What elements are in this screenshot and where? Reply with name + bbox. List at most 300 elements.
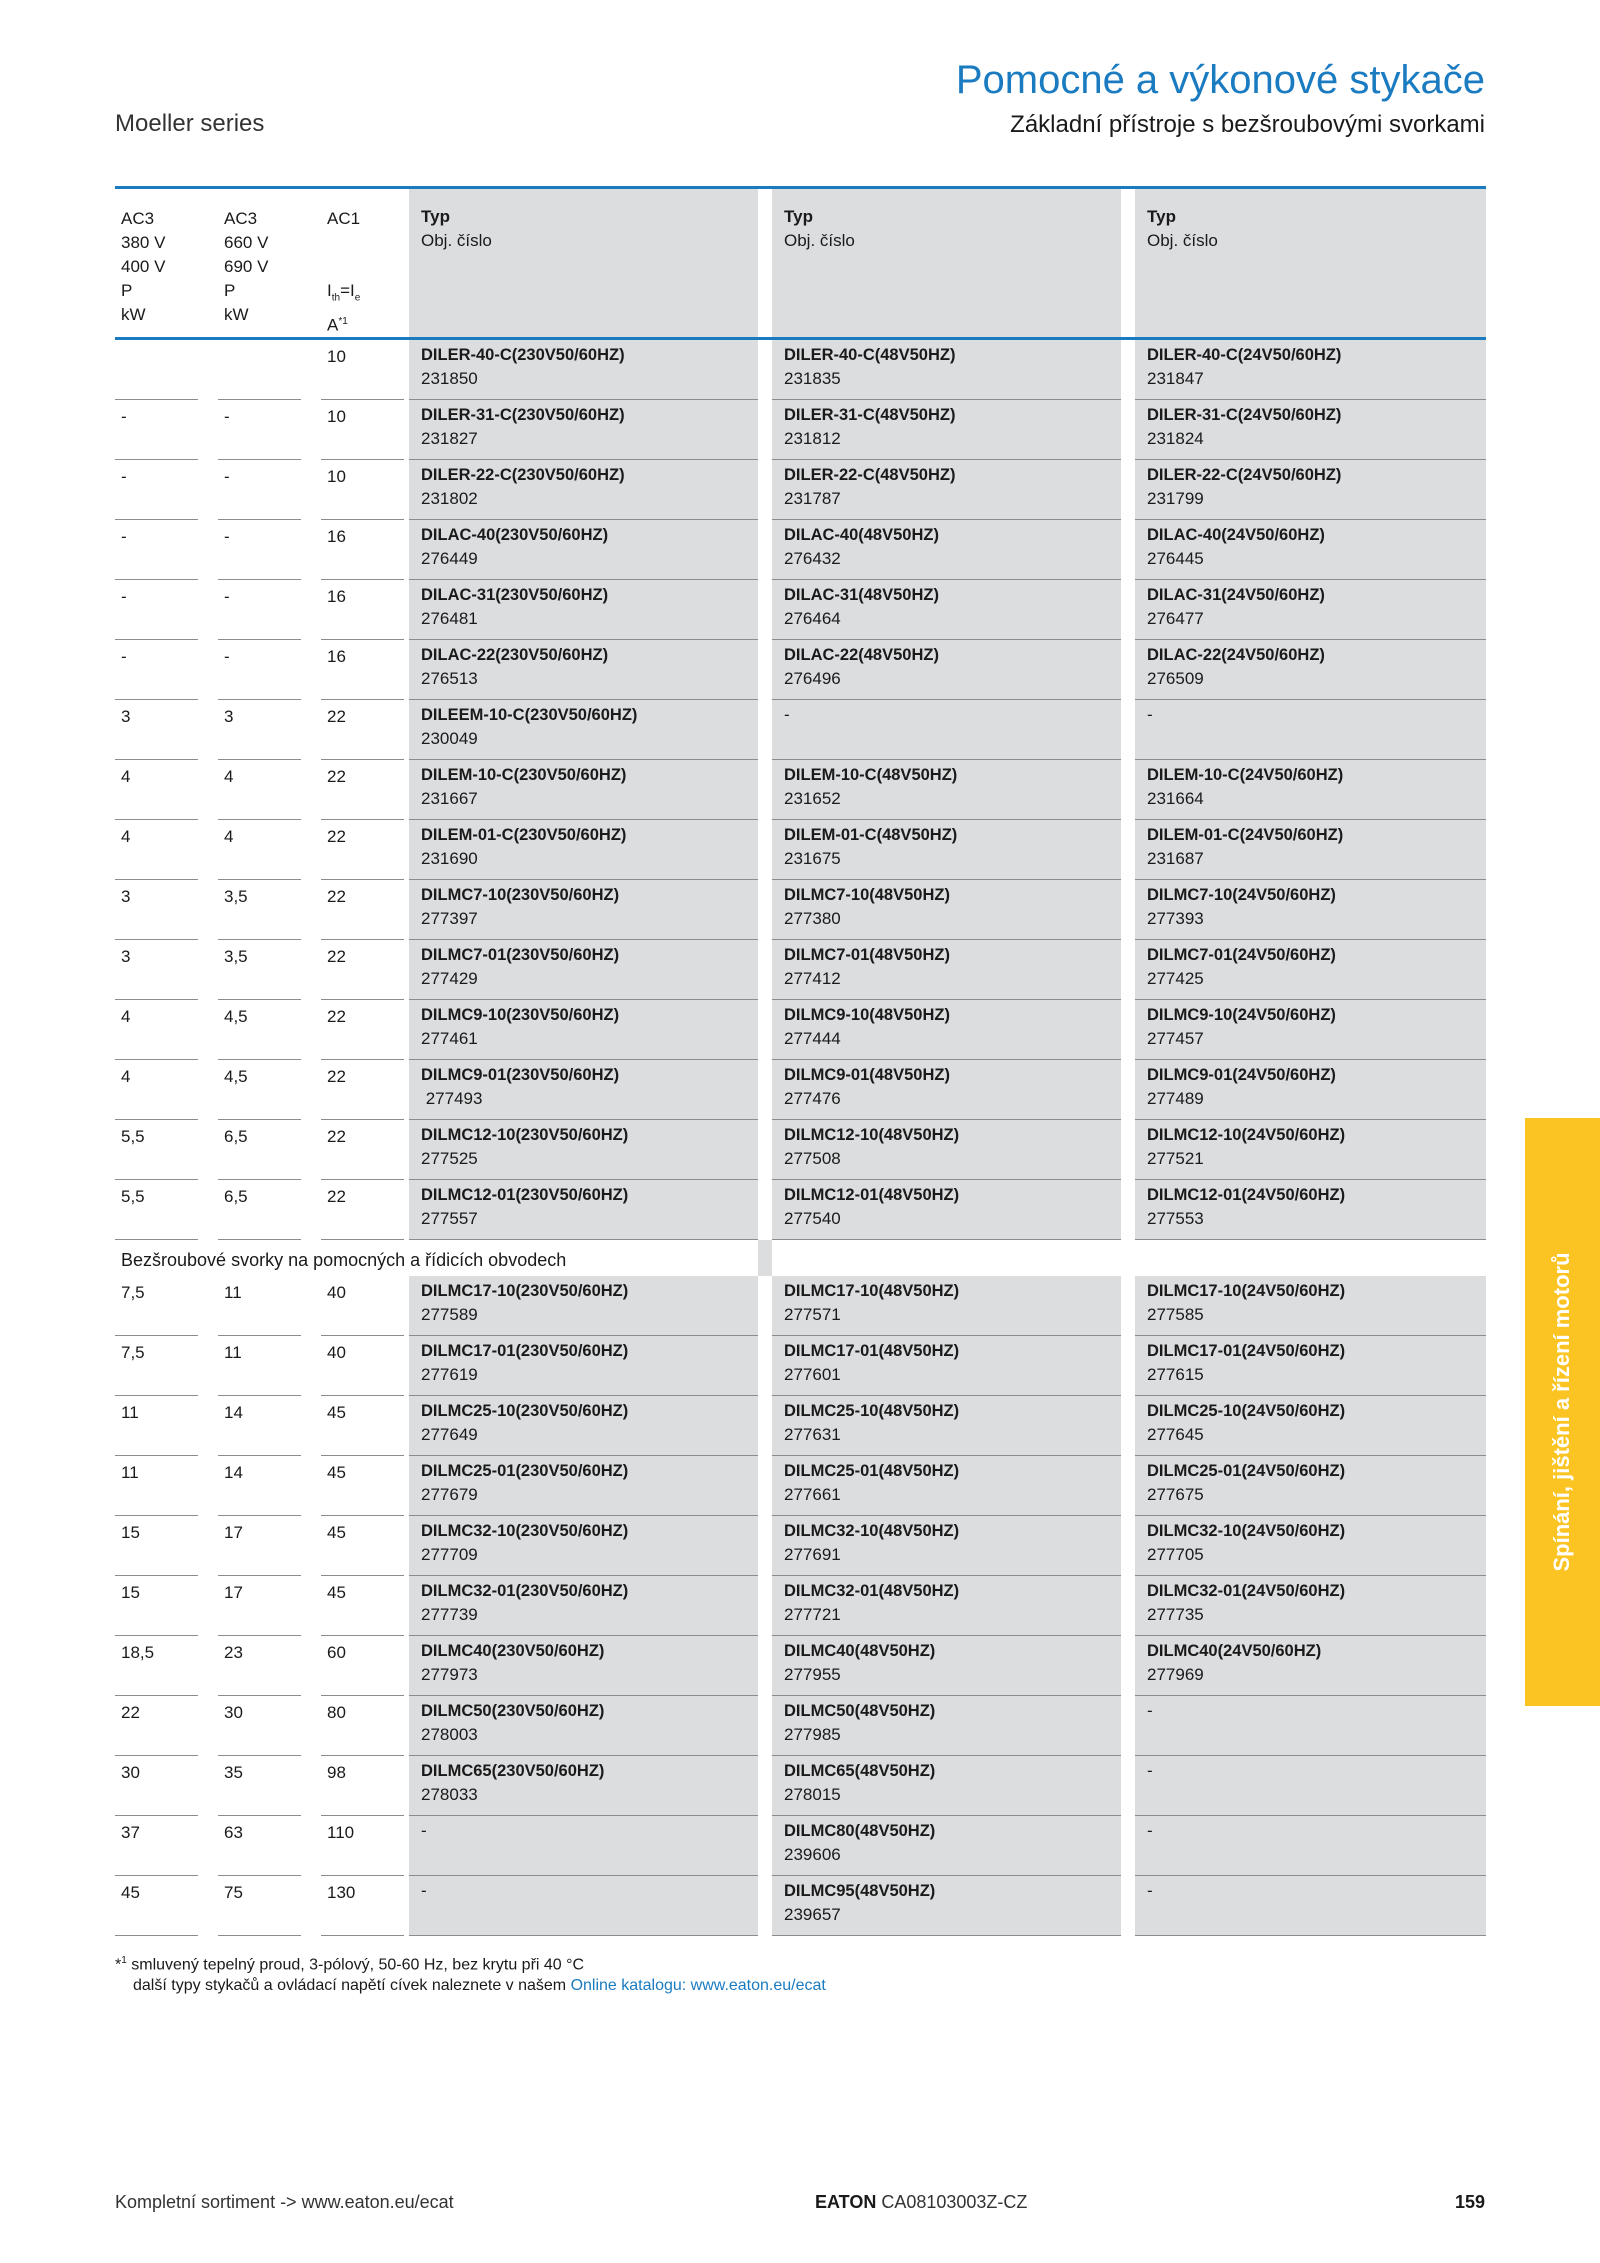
type-code: DILEM-10-C(230V50/60HZ) xyxy=(421,766,627,784)
type-code: DILAC-22(48V50HZ) xyxy=(784,646,939,664)
order-number: 276509 xyxy=(1147,669,1204,688)
type-230v-cell xyxy=(409,340,758,400)
type-230v-cell xyxy=(409,820,758,880)
power-690v-cell xyxy=(218,340,301,400)
page-subtitle: Základní přístroje s bezšroubovými svorkami xyxy=(1010,111,1485,138)
table-row xyxy=(115,1336,1486,1396)
type-48v-cell xyxy=(772,1060,1121,1120)
order-number: 277571 xyxy=(784,1305,841,1324)
order-number: 276445 xyxy=(1147,549,1204,568)
type-48v-cell xyxy=(772,340,1121,400)
type-code: DILER-40-C(48V50HZ) xyxy=(784,346,956,364)
order-number: 231827 xyxy=(421,429,478,448)
footer-brand: EATON CA08103003Z-CZ xyxy=(815,2192,1028,2212)
order-number: 277457 xyxy=(1147,1029,1204,1048)
type-code: - xyxy=(421,1881,427,1900)
type-code: DILEM-01-C(24V50/60HZ) xyxy=(1147,826,1344,844)
type-48v-cell xyxy=(772,640,1121,700)
type-code: DILMC25-01(48V50HZ) xyxy=(784,1462,960,1480)
type-code: DILMC50(48V50HZ) xyxy=(784,1702,936,1720)
type-code: DILMC9-10(24V50/60HZ) xyxy=(1147,1006,1336,1024)
table-row xyxy=(115,520,1486,580)
power-690v-cell: - xyxy=(218,580,301,640)
type-code: DILMC17-10(230V50/60HZ) xyxy=(421,1282,629,1300)
type-code: - xyxy=(1147,1821,1153,1840)
table-row xyxy=(115,1516,1486,1576)
type-230v-cell xyxy=(409,1276,758,1336)
type-230v-cell xyxy=(409,1000,758,1060)
order-number: 277985 xyxy=(784,1725,841,1744)
order-number: 277540 xyxy=(784,1209,841,1228)
header-ac1: AC1 $I_{th}=I_e$ $A^{*1}$ xyxy=(327,209,361,336)
header-type-24v: Typ Obj. číslo xyxy=(1135,189,1486,340)
ac1-current-cell: 22 xyxy=(321,1060,404,1120)
ac1-current-cell: 16 xyxy=(321,520,404,580)
power-400v-cell: 3 xyxy=(115,940,198,1000)
type-230v-cell xyxy=(409,520,758,580)
type-code: DILMC32-10(48V50HZ) xyxy=(784,1522,960,1540)
power-400v-cell: - xyxy=(115,460,198,520)
type-code: DILMC32-01(48V50HZ) xyxy=(784,1582,960,1600)
order-number: 231787 xyxy=(784,489,841,508)
order-number: 277525 xyxy=(421,1149,478,1168)
type-230v-cell xyxy=(409,1336,758,1396)
type-code: DILER-40-C(230V50/60HZ) xyxy=(421,346,625,364)
type-code: DILMC12-01(24V50/60HZ) xyxy=(1147,1186,1346,1204)
type-48v-cell xyxy=(772,1396,1121,1456)
type-code: - xyxy=(784,705,790,724)
type-code: DILMC17-10(24V50/60HZ) xyxy=(1147,1282,1346,1300)
power-400v-cell: 37 xyxy=(115,1816,198,1876)
type-code: DILMC12-10(230V50/60HZ) xyxy=(421,1126,629,1144)
type-code: - xyxy=(421,1821,427,1840)
type-24v-cell xyxy=(1135,1396,1486,1456)
table-row xyxy=(115,1396,1486,1456)
power-690v-cell: 14 xyxy=(218,1396,301,1456)
type-code: DILMC9-01(24V50/60HZ) xyxy=(1147,1066,1336,1084)
page-title: Pomocné a výkonové stykače xyxy=(955,58,1485,102)
type-24v-cell xyxy=(1135,1636,1486,1696)
type-230v-cell xyxy=(409,700,758,760)
type-code: DILMC25-01(24V50/60HZ) xyxy=(1147,1462,1346,1480)
footnote-line-2: další typy stykačů a ovládací napětí cívek naleznete v našem Online katalogu: www.eaton.eu/ecat xyxy=(133,1977,826,1994)
type-230v-cell xyxy=(409,940,758,1000)
order-number: 276481 xyxy=(421,609,478,628)
ac1-current-cell: 98 xyxy=(321,1756,404,1816)
type-code: DILER-40-C(24V50/60HZ) xyxy=(1147,346,1342,364)
power-690v-cell: 11 xyxy=(218,1336,301,1396)
power-400v-cell: 18,5 xyxy=(115,1636,198,1696)
type-code: - xyxy=(1147,1761,1153,1780)
type-48v-cell xyxy=(772,1696,1121,1756)
type-code: DILMC17-10(48V50HZ) xyxy=(784,1282,960,1300)
ac1-current-cell: 45 xyxy=(321,1516,404,1576)
table-row xyxy=(115,1000,1486,1060)
order-number: 231802 xyxy=(421,489,478,508)
type-230v-cell xyxy=(409,1636,758,1696)
power-400v-cell: 5,5 xyxy=(115,1120,198,1180)
type-24v-cell xyxy=(1135,520,1486,580)
type-48v-cell xyxy=(772,1180,1121,1240)
type-230v-cell xyxy=(409,1396,758,1456)
table-row xyxy=(115,400,1486,460)
type-code: DILMC25-10(230V50/60HZ) xyxy=(421,1402,629,1420)
power-400v-cell: 45 xyxy=(115,1876,198,1936)
type-code: DILMC7-10(48V50HZ) xyxy=(784,886,950,904)
order-number: 276464 xyxy=(784,609,841,628)
type-230v-cell xyxy=(409,1180,758,1240)
type-code: DILER-31-C(24V50/60HZ) xyxy=(1147,406,1342,424)
order-number: 276449 xyxy=(421,549,478,568)
ac1-current-cell: 16 xyxy=(321,640,404,700)
power-400v-cell: 3 xyxy=(115,880,198,940)
type-48v-cell xyxy=(772,1516,1121,1576)
power-690v-cell: 3,5 xyxy=(218,880,301,940)
type-48v-cell xyxy=(772,1000,1121,1060)
order-number: 231812 xyxy=(784,429,841,448)
type-code: - xyxy=(1147,1701,1153,1720)
type-24v-cell xyxy=(1135,460,1486,520)
order-number: 231675 xyxy=(784,849,841,868)
power-690v-cell: 6,5 xyxy=(218,1120,301,1180)
type-code: DILEM-01-C(230V50/60HZ) xyxy=(421,826,627,844)
type-230v-cell xyxy=(409,400,758,460)
product-table xyxy=(115,186,1486,1936)
power-400v-cell: 15 xyxy=(115,1576,198,1636)
power-400v-cell: 4 xyxy=(115,1060,198,1120)
type-24v-cell xyxy=(1135,1180,1486,1240)
order-number: 277553 xyxy=(1147,1209,1204,1228)
order-number: 277631 xyxy=(784,1425,841,1444)
table-row xyxy=(115,580,1486,640)
order-number: 231824 xyxy=(1147,429,1204,448)
power-690v-cell: 75 xyxy=(218,1876,301,1936)
power-690v-cell: 4 xyxy=(218,760,301,820)
section-row xyxy=(115,1240,1486,1276)
ac1-current-cell: 22 xyxy=(321,700,404,760)
power-690v-cell: - xyxy=(218,520,301,580)
table-row xyxy=(115,1120,1486,1180)
table-body-top xyxy=(115,340,1486,1240)
header-ac3-400v: AC3 380 V 400 V P kW xyxy=(121,209,166,324)
type-24v-cell xyxy=(1135,880,1486,940)
type-24v-cell xyxy=(1135,1516,1486,1576)
type-24v-cell xyxy=(1135,1876,1486,1936)
power-690v-cell: 23 xyxy=(218,1636,301,1696)
type-24v-cell xyxy=(1135,1276,1486,1336)
type-230v-cell xyxy=(409,1516,758,1576)
order-number: 277973 xyxy=(421,1665,478,1684)
order-number: 277493 xyxy=(421,1089,483,1108)
type-24v-cell xyxy=(1135,1696,1486,1756)
type-230v-cell xyxy=(409,760,758,820)
order-number: 277735 xyxy=(1147,1605,1204,1624)
type-24v-cell xyxy=(1135,340,1486,400)
type-code: DILER-22-C(48V50HZ) xyxy=(784,466,956,484)
type-code: - xyxy=(1147,705,1153,724)
type-code: DILMC12-10(24V50/60HZ) xyxy=(1147,1126,1346,1144)
order-number: 277425 xyxy=(1147,969,1204,988)
type-code: DILMC7-10(24V50/60HZ) xyxy=(1147,886,1336,904)
order-number: 277619 xyxy=(421,1365,478,1384)
order-number: 231687 xyxy=(1147,849,1204,868)
type-code: DILAC-40(230V50/60HZ) xyxy=(421,526,609,544)
ac1-current-cell: 22 xyxy=(321,1000,404,1060)
type-48v-cell xyxy=(772,1120,1121,1180)
type-230v-cell xyxy=(409,460,758,520)
type-48v-cell xyxy=(772,1636,1121,1696)
order-number: 277557 xyxy=(421,1209,478,1228)
order-number: 277675 xyxy=(1147,1485,1204,1504)
footer-catalog-link[interactable]: Kompletní sortiment -> www.eaton.eu/ecat xyxy=(115,2192,454,2212)
type-230v-cell xyxy=(409,640,758,700)
type-24v-cell xyxy=(1135,1000,1486,1060)
table-row xyxy=(115,1276,1486,1336)
table-row xyxy=(115,1876,1486,1936)
order-number: 231835 xyxy=(784,369,841,388)
type-code: DILAC-31(48V50HZ) xyxy=(784,586,939,604)
power-400v-cell: 4 xyxy=(115,760,198,820)
order-number: 230049 xyxy=(421,729,478,748)
type-code: DILER-22-C(24V50/60HZ) xyxy=(1147,466,1342,484)
power-690v-cell: 35 xyxy=(218,1756,301,1816)
type-48v-cell xyxy=(772,580,1121,640)
power-400v-cell: - xyxy=(115,400,198,460)
power-690v-cell: 17 xyxy=(218,1576,301,1636)
table-row xyxy=(115,1636,1486,1696)
table-row xyxy=(115,1456,1486,1516)
power-690v-cell: - xyxy=(218,460,301,520)
type-code: DILMC40(48V50HZ) xyxy=(784,1642,936,1660)
table-row xyxy=(115,640,1486,700)
power-690v-cell: 4,5 xyxy=(218,1060,301,1120)
power-690v-cell: 14 xyxy=(218,1456,301,1516)
power-690v-cell: - xyxy=(218,640,301,700)
type-code: DILEM-01-C(48V50HZ) xyxy=(784,826,958,844)
type-24v-cell xyxy=(1135,1060,1486,1120)
type-code: DILMC7-01(48V50HZ) xyxy=(784,946,950,964)
type-230v-cell xyxy=(409,580,758,640)
power-400v-cell: 15 xyxy=(115,1516,198,1576)
order-number: 239657 xyxy=(784,1905,841,1924)
type-code: DILAC-40(48V50HZ) xyxy=(784,526,939,544)
power-690v-cell: 11 xyxy=(218,1276,301,1336)
type-code: DILMC32-10(230V50/60HZ) xyxy=(421,1522,629,1540)
order-number: 278015 xyxy=(784,1785,841,1804)
page-number: 159 xyxy=(1454,2192,1485,2212)
type-48v-cell xyxy=(772,520,1121,580)
ac1-current-cell: 22 xyxy=(321,880,404,940)
type-code: DILMC65(230V50/60HZ) xyxy=(421,1762,605,1780)
type-24v-cell xyxy=(1135,940,1486,1000)
type-code: DILMC7-10(230V50/60HZ) xyxy=(421,886,620,904)
type-code: DILMC95(48V50HZ) xyxy=(784,1882,936,1900)
order-number: 277649 xyxy=(421,1425,478,1444)
type-code: DILMC7-01(230V50/60HZ) xyxy=(421,946,620,964)
order-number: 277444 xyxy=(784,1029,841,1048)
type-48v-cell xyxy=(772,880,1121,940)
type-code: DILMC25-01(230V50/60HZ) xyxy=(421,1462,629,1480)
table-body-bottom xyxy=(115,1276,1486,1936)
ac1-current-cell: 10 xyxy=(321,460,404,520)
type-230v-cell xyxy=(409,1756,758,1816)
section-label: Bezšroubové svorky na pomocných a řídicích obvodech xyxy=(121,1250,567,1270)
footnote-line-1: *$^1$ smluvený tepelný proud, 3-pólový, 50-60 Hz, bez krytu při 40 °C xyxy=(115,1955,585,1974)
power-400v-cell: - xyxy=(115,640,198,700)
type-230v-cell xyxy=(409,1120,758,1180)
order-number: 231850 xyxy=(421,369,478,388)
order-number: 277397 xyxy=(421,909,478,928)
table-row xyxy=(115,820,1486,880)
ac1-current-cell: 40 xyxy=(321,1336,404,1396)
order-number: 277645 xyxy=(1147,1425,1204,1444)
power-400v-cell: 7,5 xyxy=(115,1336,198,1396)
order-number: 239606 xyxy=(784,1845,841,1864)
header-type-48v: Typ Obj. číslo xyxy=(772,189,1121,340)
table-row xyxy=(115,460,1486,520)
table-row xyxy=(115,1816,1486,1876)
table-row xyxy=(115,1060,1486,1120)
type-24v-cell xyxy=(1135,580,1486,640)
ac1-current-cell: 10 xyxy=(321,340,404,400)
table-row xyxy=(115,700,1486,760)
type-code: DILMC9-01(230V50/60HZ) xyxy=(421,1066,620,1084)
type-24v-cell xyxy=(1135,640,1486,700)
order-number: 277969 xyxy=(1147,1665,1204,1684)
order-number: 277461 xyxy=(421,1029,478,1048)
order-number: 231799 xyxy=(1147,489,1204,508)
ac1-current-cell: 45 xyxy=(321,1396,404,1456)
type-code: DILMC40(230V50/60HZ) xyxy=(421,1642,605,1660)
ac1-current-cell: 22 xyxy=(321,760,404,820)
type-code: DILMC9-10(230V50/60HZ) xyxy=(421,1006,620,1024)
type-code: DILMC80(48V50HZ) xyxy=(784,1822,936,1840)
order-number: 231667 xyxy=(421,789,478,808)
ac1-current-cell: 130 xyxy=(321,1876,404,1936)
ac1-current-cell: 60 xyxy=(321,1636,404,1696)
type-code: DILMC25-10(24V50/60HZ) xyxy=(1147,1402,1346,1420)
type-code: DILER-22-C(230V50/60HZ) xyxy=(421,466,625,484)
type-code: DILAC-31(24V50/60HZ) xyxy=(1147,586,1325,604)
type-code: DILMC9-10(48V50HZ) xyxy=(784,1006,950,1024)
type-code: DILER-31-C(230V50/60HZ) xyxy=(421,406,625,424)
type-24v-cell xyxy=(1135,1816,1486,1876)
type-code: DILER-31-C(48V50HZ) xyxy=(784,406,956,424)
type-code: DILAC-22(230V50/60HZ) xyxy=(421,646,609,664)
order-number: 277601 xyxy=(784,1365,841,1384)
table-row xyxy=(115,1180,1486,1240)
order-number: 277393 xyxy=(1147,909,1204,928)
type-code: DILMC17-01(48V50HZ) xyxy=(784,1342,960,1360)
type-code: DILMC25-10(48V50HZ) xyxy=(784,1402,960,1420)
power-400v-cell: 4 xyxy=(115,1000,198,1060)
type-48v-cell xyxy=(772,820,1121,880)
type-230v-cell xyxy=(409,1456,758,1516)
type-code: DILEEM-10-C(230V50/60HZ) xyxy=(421,706,638,724)
power-690v-cell: 4,5 xyxy=(218,1000,301,1060)
power-690v-cell: 17 xyxy=(218,1516,301,1576)
order-number: 276496 xyxy=(784,669,841,688)
type-24v-cell xyxy=(1135,760,1486,820)
type-24v-cell xyxy=(1135,1756,1486,1816)
order-number: 277589 xyxy=(421,1305,478,1324)
power-400v-cell: 22 xyxy=(115,1696,198,1756)
order-number: 277721 xyxy=(784,1605,841,1624)
power-400v-cell: 3 xyxy=(115,700,198,760)
type-code: DILMC7-01(24V50/60HZ) xyxy=(1147,946,1336,964)
type-24v-cell xyxy=(1135,1336,1486,1396)
type-code: DILAC-22(24V50/60HZ) xyxy=(1147,646,1325,664)
online-catalog-link[interactable]: Online katalogu: www.eaton.eu/ecat xyxy=(570,1977,826,1994)
type-24v-cell xyxy=(1135,700,1486,760)
power-690v-cell: 30 xyxy=(218,1696,301,1756)
type-230v-cell xyxy=(409,1060,758,1120)
order-number: 277508 xyxy=(784,1149,841,1168)
power-400v-cell xyxy=(115,340,198,400)
type-48v-cell xyxy=(772,1876,1121,1936)
table-row xyxy=(115,940,1486,1000)
ac1-current-cell: 40 xyxy=(321,1276,404,1336)
power-690v-cell: 4 xyxy=(218,820,301,880)
order-number: 277709 xyxy=(421,1545,478,1564)
order-number: 277705 xyxy=(1147,1545,1204,1564)
power-400v-cell: 11 xyxy=(115,1396,198,1456)
type-48v-cell xyxy=(772,1276,1121,1336)
table-row xyxy=(115,1756,1486,1816)
type-code: DILMC17-01(24V50/60HZ) xyxy=(1147,1342,1346,1360)
type-48v-cell xyxy=(772,1756,1121,1816)
order-number: 277489 xyxy=(1147,1089,1204,1108)
type-230v-cell xyxy=(409,1876,758,1936)
type-48v-cell xyxy=(772,1576,1121,1636)
type-code: DILMC40(24V50/60HZ) xyxy=(1147,1642,1322,1660)
type-230v-cell xyxy=(409,1816,758,1876)
type-code: DILMC9-01(48V50HZ) xyxy=(784,1066,950,1084)
type-48v-cell xyxy=(772,700,1121,760)
order-number: 231690 xyxy=(421,849,478,868)
order-number: 277679 xyxy=(421,1485,478,1504)
type-code: DILAC-40(24V50/60HZ) xyxy=(1147,526,1325,544)
type-48v-cell xyxy=(772,1816,1121,1876)
side-chapter-label: Spínání, jištění a řízení motorů xyxy=(1549,1252,1574,1572)
order-number: 277429 xyxy=(421,969,478,988)
power-400v-cell: 11 xyxy=(115,1456,198,1516)
type-code: DILMC12-10(48V50HZ) xyxy=(784,1126,960,1144)
type-code: DILEM-10-C(48V50HZ) xyxy=(784,766,958,784)
ac1-current-cell: 22 xyxy=(321,1120,404,1180)
ac1-current-cell: 22 xyxy=(321,940,404,1000)
order-number: 278033 xyxy=(421,1785,478,1804)
order-number: 277691 xyxy=(784,1545,841,1564)
brand-label: Moeller series xyxy=(115,110,265,137)
type-24v-cell xyxy=(1135,1576,1486,1636)
ac1-current-cell: 16 xyxy=(321,580,404,640)
power-690v-cell: - xyxy=(218,400,301,460)
power-400v-cell: 5,5 xyxy=(115,1180,198,1240)
ac1-current-cell: 110 xyxy=(321,1816,404,1876)
ac1-current-cell: 10 xyxy=(321,400,404,460)
power-400v-cell: 30 xyxy=(115,1756,198,1816)
type-48v-cell xyxy=(772,1336,1121,1396)
type-48v-cell xyxy=(772,1456,1121,1516)
header-type-230v: Typ Obj. číslo xyxy=(409,189,758,340)
type-code: DILMC50(230V50/60HZ) xyxy=(421,1702,605,1720)
type-code: DILEM-10-C(24V50/60HZ) xyxy=(1147,766,1344,784)
order-number: 277615 xyxy=(1147,1365,1204,1384)
type-230v-cell xyxy=(409,880,758,940)
table-row xyxy=(115,340,1486,400)
type-code: DILMC17-01(230V50/60HZ) xyxy=(421,1342,629,1360)
